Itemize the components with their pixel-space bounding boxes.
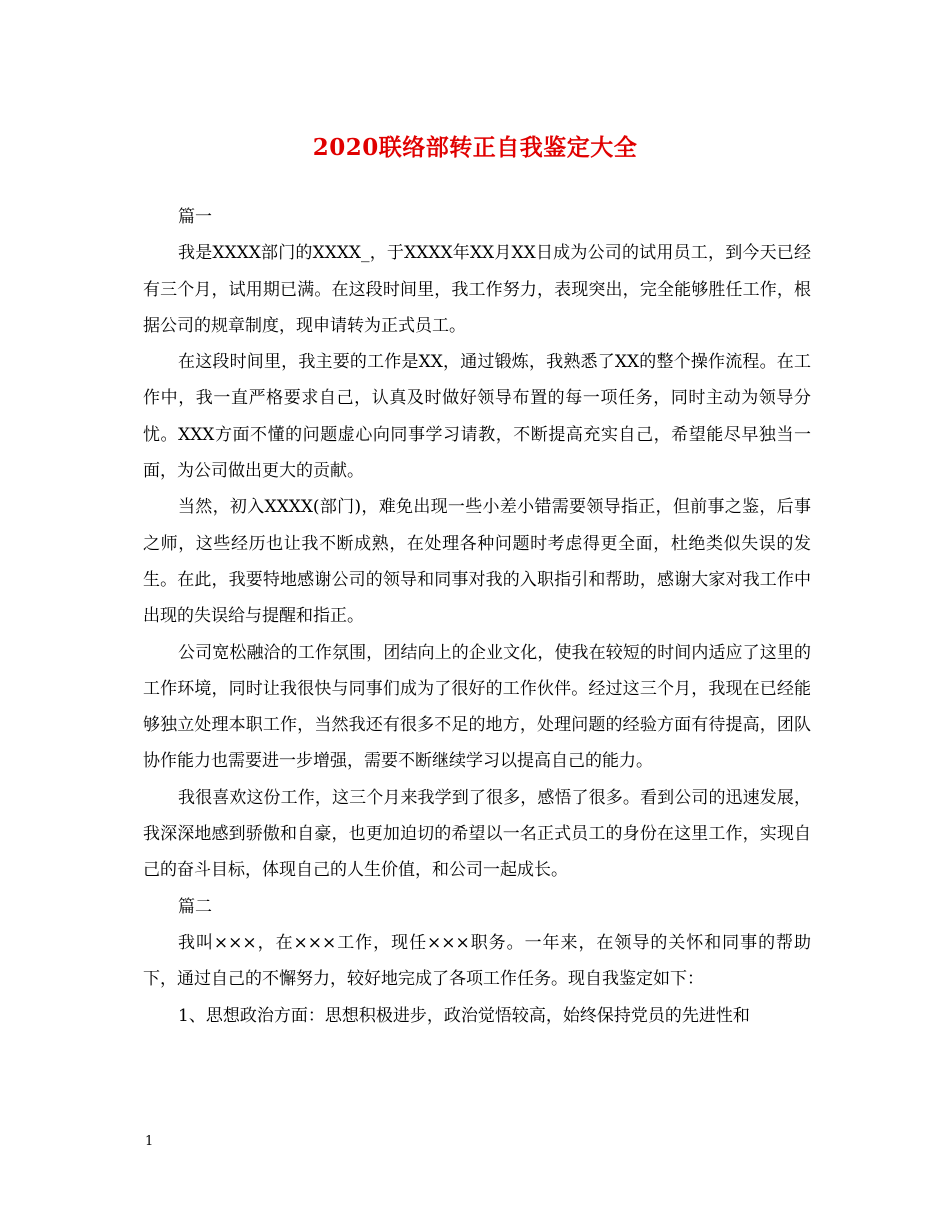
- document-body: [143, 199, 811, 1034]
- page-number: 1: [145, 1134, 154, 1149]
- paragraph: 我很喜欢这份工作，这三个月来我学到了很多，感悟了很多。看到公司的迅速发展，我深深地感到骄傲和自豪，也更加迫切的希望以一名正式员工的身份在这里工作，实现自己的奋斗目标，体现自己的人生价值，和公司一起成长。: [143, 787, 811, 881]
- section-heading-2: 篇二: [178, 896, 212, 917]
- paragraph: 我是XXXX部门的XXXX_，于XXXX年XX月XX日成为公司的试用员工，到今天已经有三个月，试用期已满。在这段时间里，我工作努力，表现突出，完全能够胜任工作，根据公司的规章制度，现申请转为正式员工。: [143, 243, 811, 336]
- paragraph: 在这段时间里，我主要的工作是XX，通过锻炼，我熟悉了XX的整个操作流程。在工作中，我一直严格要求自己，认真及时做好领导布置的每一项任务，同时主动为领导分忧。XXX方面不懂的问题虚心向同事学习请教，不断提高充实自己，希望能尽早独当一面，为公司做出更大的贡献。: [143, 352, 811, 482]
- document-title: 2020联络部转正自我鉴定大全: [312, 134, 638, 161]
- paragraph: 公司宽松融洽的工作氛围，团结向上的企业文化，使我在较短的时间内适应了这里的工作环境，同时让我很快与同事们成为了很好的工作伙伴。经过这三个月，我现在已经能够独立处理本职工作，当然我还有很多不足的地方，处理问题的经验方面有待提高，团队协作能力也需要进一步增强，需要不断继续学习以提高自己的能力。: [143, 642, 811, 772]
- section-heading-1: 篇一: [178, 207, 212, 227]
- paragraph: 我叫×××，在×××工作，现任×××职务。一年来，在领导的关怀和同事的帮助下，通过自己的不懈努力，较好地完成了各项工作任务。现自我鉴定如下：: [143, 932, 811, 990]
- paragraph: 1、思想政治方面：思想积极进步，政治觉悟较高，始终保持党员的先进性和: [178, 1005, 750, 1026]
- paragraph: 当然，初入XXXX(部门)，难免出现一些小差小错需要领导指正，但前事之鉴，后事之师，这些经历也让我不断成熟，在处理各种问题时考虑得更全面，杜绝类似失误的发生。在此，我要特地感谢公司的领导和同事对我的入职指引和帮助，感谢大家对我工作中出现的失误给与提醒和指正。: [143, 497, 811, 627]
